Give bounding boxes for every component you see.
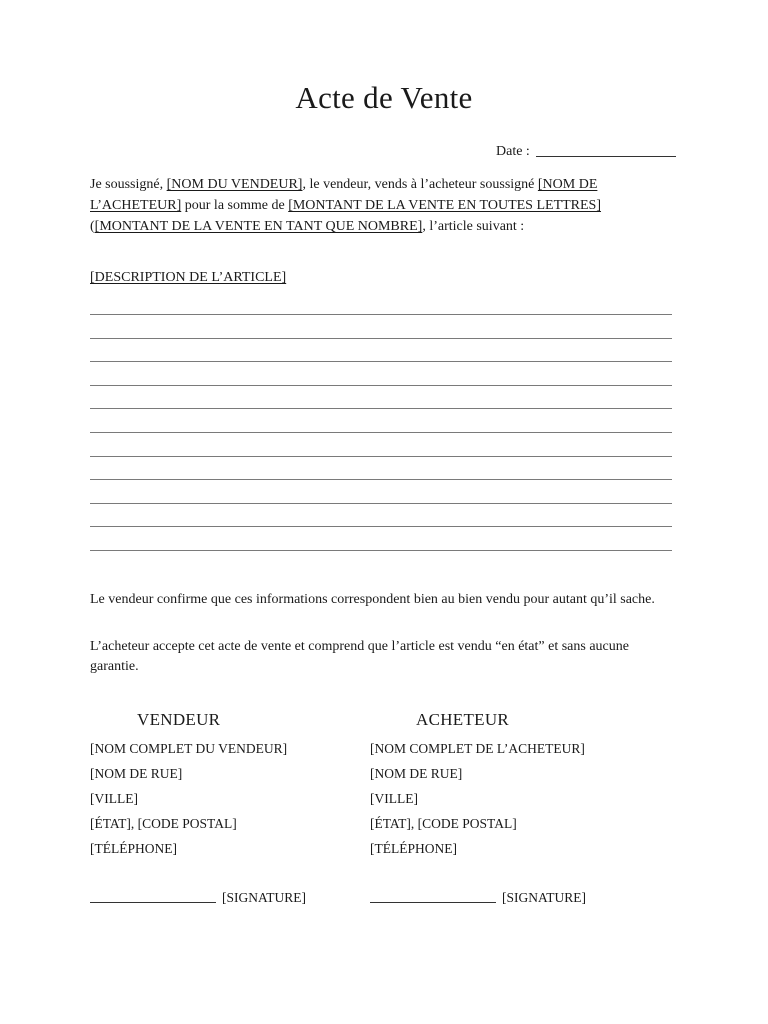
seller-statement: Le vendeur confirme que ces informations correspondent bien au bien vendu pour autant qu’il sache. <box>90 592 655 607</box>
intro-text-4: ( <box>90 219 95 234</box>
date-label: Date : <box>496 144 530 159</box>
buyer-heading: ACHETEUR <box>416 710 510 729</box>
description-line[interactable] <box>90 550 672 551</box>
description-line[interactable] <box>90 503 672 504</box>
date-blank-line[interactable] <box>536 156 676 157</box>
description-line[interactable] <box>90 456 672 457</box>
intro-text-1: Je soussigné, <box>90 177 167 192</box>
description-line[interactable] <box>90 361 672 362</box>
buyer-state-zip: [ÉTAT], [CODE POSTAL] <box>370 816 517 831</box>
seller-name-placeholder: [NOM DU VENDEUR] <box>166 177 303 192</box>
seller-signature-line[interactable] <box>90 902 216 903</box>
seller-street: [NOM DE RUE] <box>90 766 183 781</box>
description-lines[interactable] <box>90 292 672 557</box>
buyer-name-placeholder: [NOM DE L’ACHETEUR] <box>90 177 598 213</box>
buyer-signature-line[interactable] <box>370 902 496 903</box>
seller-city: [VILLE] <box>90 791 138 806</box>
seller-full-name: [NOM COMPLET DU VENDEUR] <box>90 741 288 756</box>
seller-signature-row <box>90 890 306 906</box>
date-row <box>496 144 676 160</box>
description-line[interactable] <box>90 526 672 527</box>
description-line[interactable] <box>90 385 672 386</box>
intro-paragraph <box>90 174 670 237</box>
description-line[interactable] <box>90 408 672 409</box>
intro-text-3: pour la somme de <box>181 198 289 213</box>
buyer-signature-label: [SIGNATURE] <box>502 890 586 905</box>
intro-text-5: , l’article suivant : <box>422 219 525 234</box>
seller-signature-label: [SIGNATURE] <box>222 890 306 905</box>
buyer-statement: L’acheteur accepte cet acte de vente et comprend que l’article est vendu “en état” et sans aucune garantie. <box>90 639 629 674</box>
description-label: [DESCRIPTION DE L’ARTICLE] <box>90 270 287 285</box>
seller-state-zip: [ÉTAT], [CODE POSTAL] <box>90 816 237 831</box>
buyer-full-name: [NOM COMPLET DE L’ACHETEUR] <box>370 741 585 756</box>
description-line[interactable] <box>90 479 672 480</box>
amount-words-placeholder: [MONTANT DE LA VENTE EN TOUTES LETTRES] <box>288 198 602 213</box>
description-line[interactable] <box>90 314 672 315</box>
buyer-phone: [TÉLÉPHONE] <box>370 841 457 856</box>
description-line[interactable] <box>90 432 672 433</box>
buyer-signature-row <box>370 890 586 906</box>
seller-phone: [TÉLÉPHONE] <box>90 841 177 856</box>
buyer-city: [VILLE] <box>370 791 418 806</box>
intro-text-2: , le vendeur, vends à l’acheteur soussigné <box>302 177 538 192</box>
description-line[interactable] <box>90 338 672 339</box>
buyer-street: [NOM DE RUE] <box>370 766 463 781</box>
amount-number-placeholder: [MONTANT DE LA VENTE EN TANT QUE NOMBRE] <box>94 219 423 234</box>
document-title: Acte de Vente <box>295 80 473 115</box>
seller-heading: VENDEUR <box>137 710 221 729</box>
